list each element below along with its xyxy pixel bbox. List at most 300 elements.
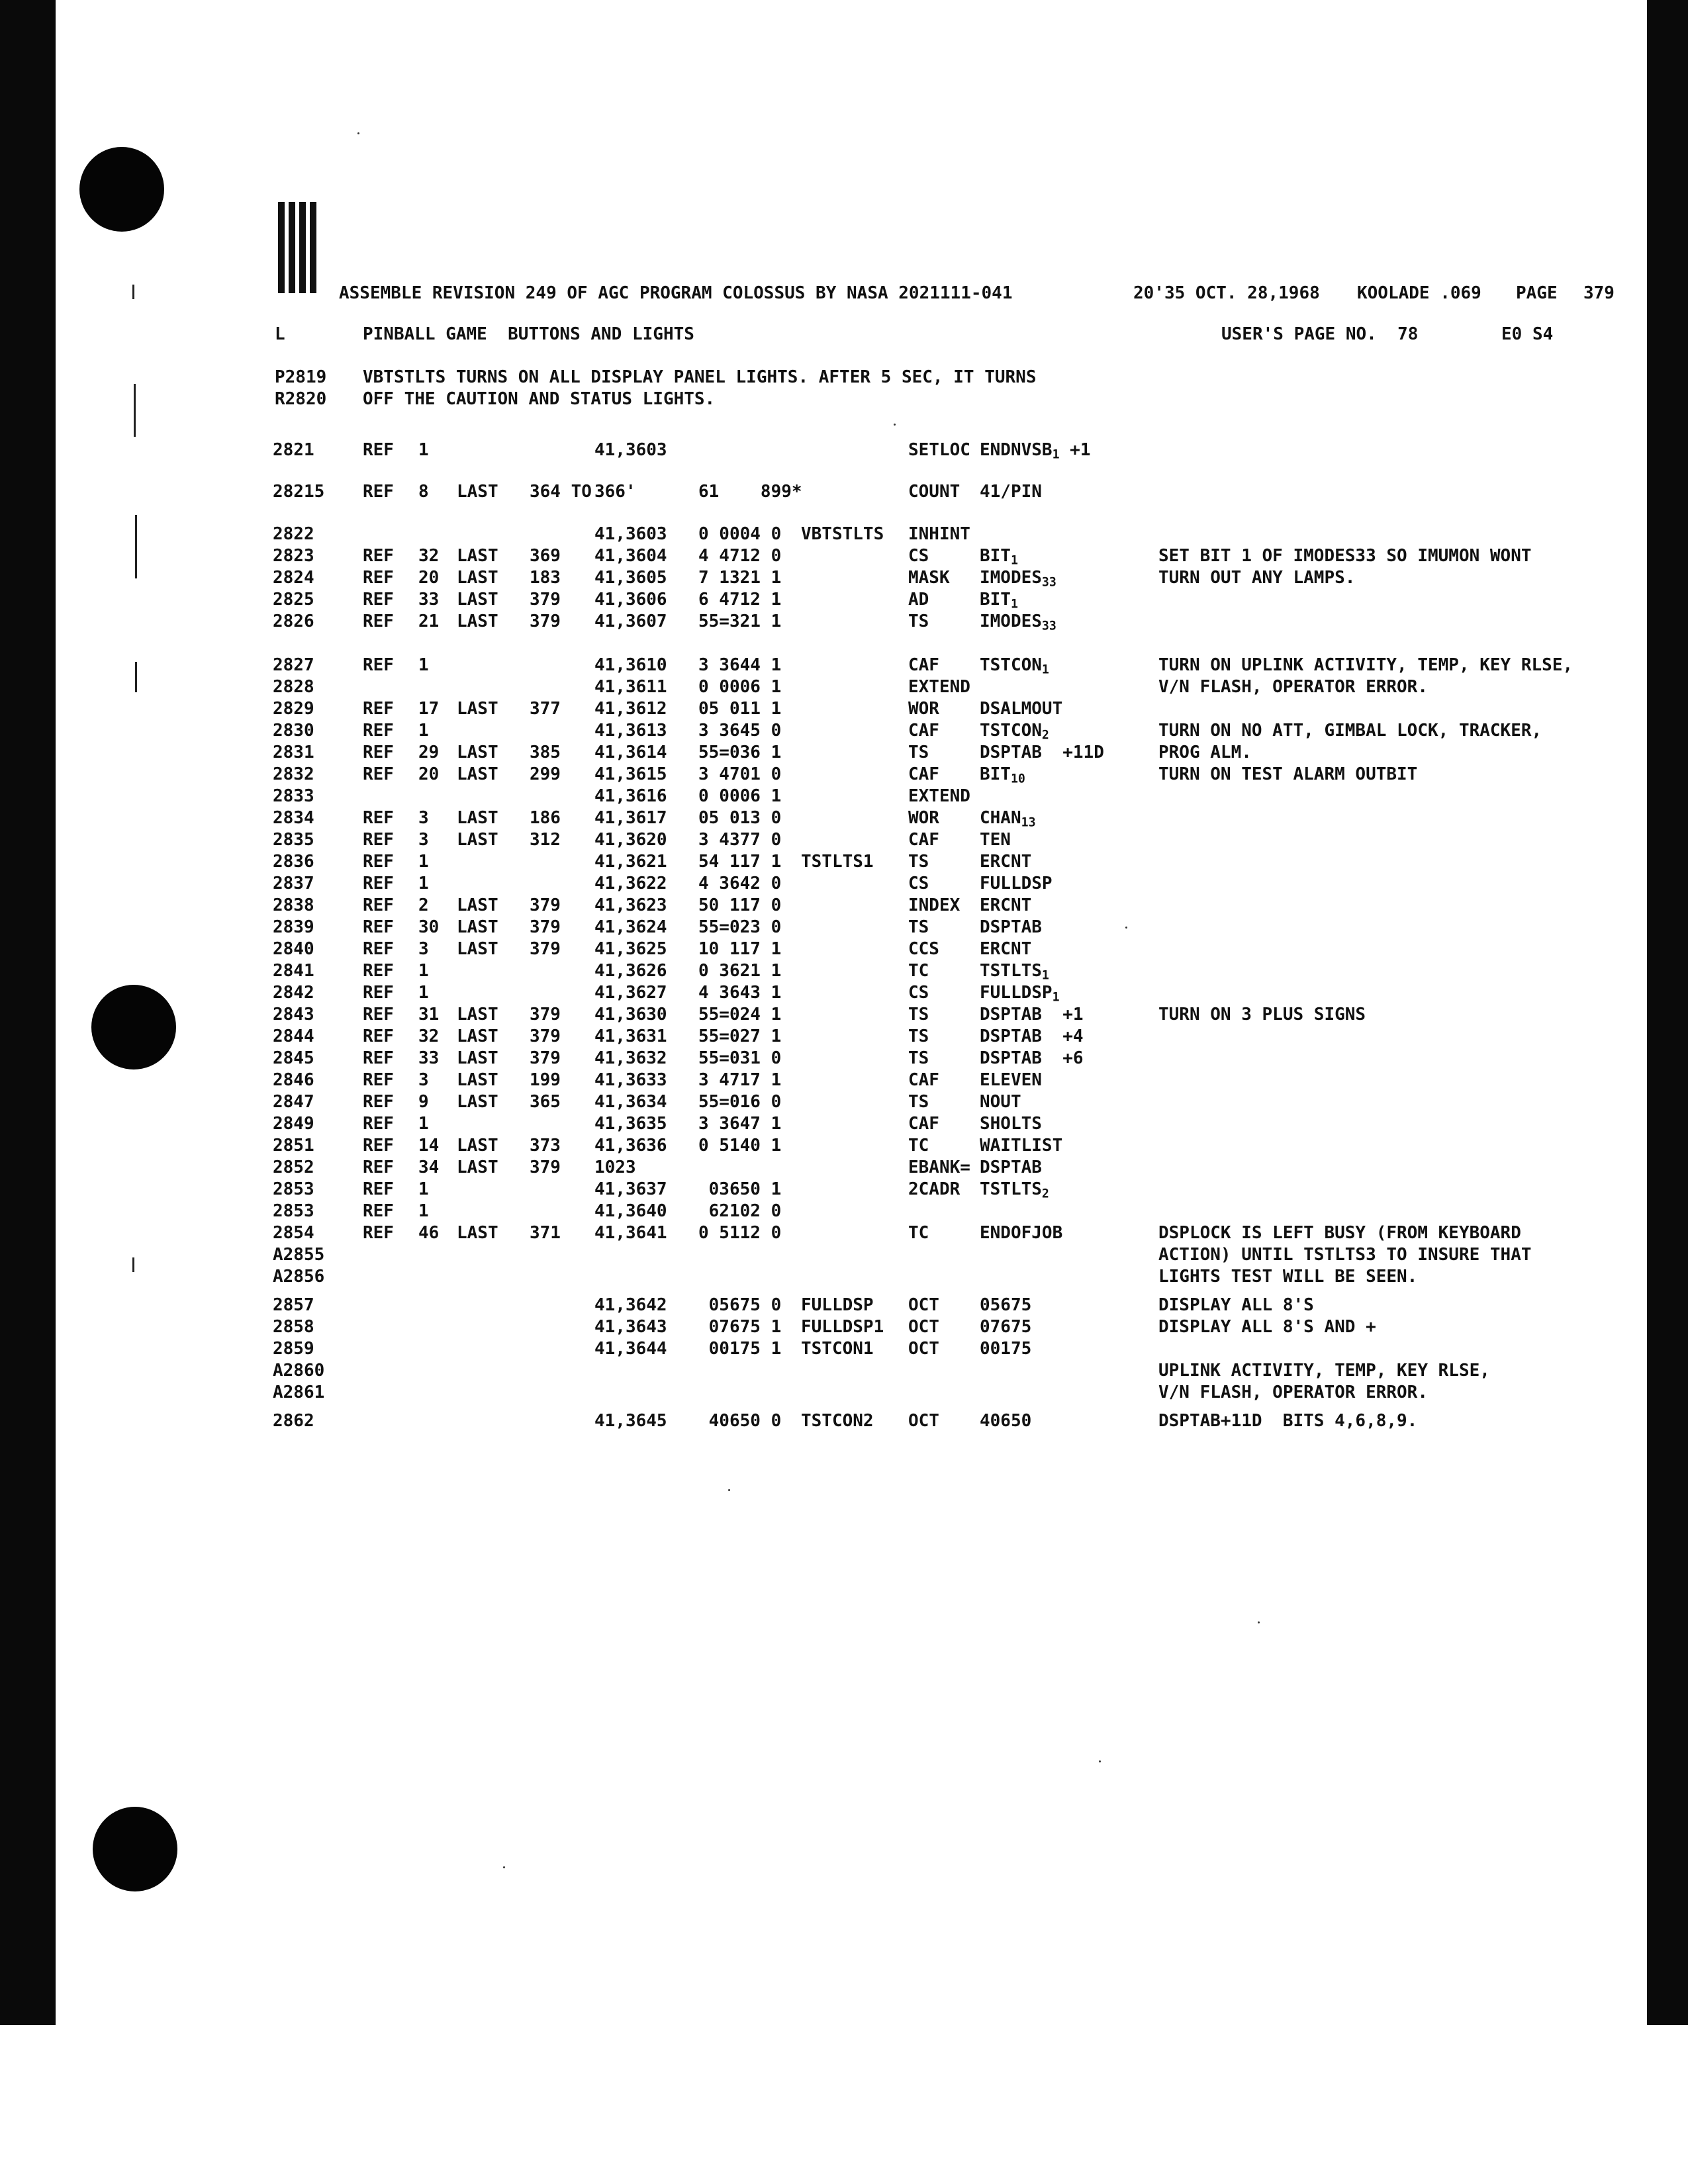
- comment: TURN OUT ANY LAMPS.: [1158, 568, 1356, 588]
- operand-name: 40650: [980, 1411, 1032, 1431]
- machine-code: 3 3644 1: [698, 655, 782, 675]
- comment: LIGHTS TEST WILL BE SEEN.: [1158, 1267, 1418, 1287]
- opcode: TS: [908, 852, 929, 872]
- line-number: 2862: [273, 1411, 314, 1431]
- operand-subscript: 1: [1010, 553, 1018, 568]
- ref-marker: REF: [363, 482, 394, 502]
- printer-logo-mark: [278, 202, 319, 293]
- last-marker: LAST: [457, 546, 498, 566]
- ref-count: 3: [418, 808, 429, 828]
- operand-offset: +1: [1041, 1005, 1084, 1024]
- symbol-label: TSTCON2: [801, 1411, 874, 1431]
- line-number: 2832: [273, 764, 314, 784]
- line-number: 2859: [273, 1339, 314, 1359]
- address: 41,3624: [594, 917, 667, 937]
- machine-code: 0 0004 0: [698, 524, 782, 544]
- opcode: CAF: [908, 1070, 939, 1090]
- line-number: 2823: [273, 546, 314, 566]
- address: 41,3615: [594, 764, 667, 784]
- ref-marker: REF: [363, 1005, 394, 1024]
- opcode: CAF: [908, 764, 939, 784]
- last-line-number: 385: [530, 743, 561, 762]
- margin-mark: [135, 662, 137, 692]
- opcode: TS: [908, 1048, 929, 1068]
- operand: [980, 1295, 1031, 1315]
- opcode: 2CADR: [908, 1179, 961, 1199]
- opcode: EBANK=: [908, 1158, 970, 1177]
- operand: [980, 874, 1053, 893]
- operand-name: TSTCON: [980, 721, 1042, 741]
- last-marker: LAST: [457, 743, 498, 762]
- machine-code: 40650 0: [698, 1411, 782, 1431]
- operand: [980, 1339, 1031, 1359]
- line-number: 2842: [273, 983, 314, 1003]
- last-line-number: 379: [530, 917, 561, 937]
- address: 41,3617: [594, 808, 667, 828]
- last-marker: LAST: [457, 1136, 498, 1156]
- address: 41,3636: [594, 1136, 667, 1156]
- address: 41,3616: [594, 786, 667, 806]
- operand-subscript: 1: [1052, 990, 1060, 1005]
- comment: PROG ALM.: [1158, 743, 1252, 762]
- line-number: A2856: [273, 1267, 325, 1287]
- e-s-marker: E0 S4: [1501, 324, 1554, 344]
- machine-code: 07675 1: [698, 1317, 782, 1337]
- last-line-number: 369: [530, 546, 561, 566]
- operand-name: TSTLTS: [980, 1179, 1042, 1199]
- last-marker: LAST: [457, 917, 498, 937]
- line-number: R2820: [275, 389, 327, 409]
- operand-offset: +6: [1041, 1048, 1084, 1068]
- last-marker: LAST: [457, 830, 498, 850]
- address: 41,3622: [594, 874, 667, 893]
- line-number: 2853: [273, 1179, 314, 1199]
- machine-code: 05 011 1: [698, 699, 782, 719]
- opcode: TS: [908, 1092, 929, 1112]
- line-number: 2821: [273, 440, 314, 460]
- last-marker: LAST: [457, 699, 498, 719]
- last-line-number: 379: [530, 939, 561, 959]
- operand: [980, 1070, 1042, 1090]
- machine-code: 0 3621 1: [698, 961, 782, 981]
- line-number: A2855: [273, 1245, 325, 1265]
- symbol-label: FULLDSP1: [801, 1317, 884, 1337]
- opcode: OCT: [908, 1339, 939, 1359]
- opcode: TC: [908, 1223, 929, 1243]
- operand: [980, 482, 1042, 502]
- last-line-number: 379: [530, 1005, 561, 1024]
- ref-count: 33: [418, 590, 440, 610]
- ref-count: 46: [418, 1223, 440, 1243]
- operand: [980, 1223, 1062, 1243]
- punch-hole-top: [79, 147, 164, 232]
- operand-subscript: 33: [1041, 575, 1056, 590]
- last-line-number: 379: [530, 1158, 561, 1177]
- operand-name: ELEVEN: [980, 1070, 1042, 1090]
- ref-marker: REF: [363, 1201, 394, 1221]
- line-number: 2827: [273, 655, 314, 675]
- opcode: CCS: [908, 939, 939, 959]
- address: 41,3621: [594, 852, 667, 872]
- operand-subscript: 1: [1041, 662, 1049, 677]
- last-line-number: 377: [530, 699, 561, 719]
- comment: DISPLAY ALL 8'S AND +: [1158, 1317, 1376, 1337]
- users-page-number: USER'S PAGE NO. 78: [1221, 324, 1419, 344]
- last-marker: LAST: [457, 1092, 498, 1112]
- opcode: CAF: [908, 721, 939, 741]
- operand-name: ENDOFJOB: [980, 1223, 1063, 1243]
- opcode: INHINT: [908, 524, 970, 544]
- operand-name: 07675: [980, 1317, 1032, 1337]
- machine-code: 0 5140 1: [698, 1136, 782, 1156]
- ref-marker: REF: [363, 764, 394, 784]
- margin-mark: [135, 515, 137, 578]
- opcode: CS: [908, 983, 929, 1003]
- line-number: 2844: [273, 1026, 314, 1046]
- ref-count: 3: [418, 830, 429, 850]
- operand-offset: +1: [1059, 440, 1091, 460]
- operand-name: 41/PIN: [980, 482, 1042, 502]
- opcode: TC: [908, 961, 929, 981]
- ref-marker: REF: [363, 1158, 394, 1177]
- symbol-label: VBTSTLTS: [801, 524, 884, 544]
- address: 41,3627: [594, 983, 667, 1003]
- operand-name: DSPTAB: [980, 1005, 1042, 1024]
- operand: [980, 612, 1056, 637]
- ref-marker: REF: [363, 655, 394, 675]
- operand: [980, 830, 1011, 850]
- last-line-number: 379: [530, 1048, 561, 1068]
- ref-marker: REF: [363, 808, 394, 828]
- opcode: OCT: [908, 1317, 939, 1337]
- operand-name: TSTCON: [980, 655, 1042, 675]
- comment: DISPLAY ALL 8'S: [1158, 1295, 1314, 1315]
- last-marker: LAST: [457, 612, 498, 631]
- opcode: EXTEND: [908, 786, 970, 806]
- line-number: 28215: [273, 482, 325, 502]
- operand: [980, 568, 1056, 593]
- last-marker: LAST: [457, 895, 498, 915]
- line-number: A2860: [273, 1361, 325, 1381]
- machine-code: 55=321 1: [698, 612, 782, 631]
- line-number: A2861: [273, 1383, 325, 1402]
- ref-marker: REF: [363, 1048, 394, 1068]
- operand: [980, 983, 1060, 1008]
- ref-marker: REF: [363, 1070, 394, 1090]
- comment: ACTION) UNTIL TSTLTS3 TO INSURE THAT: [1158, 1245, 1532, 1265]
- operand-name: SHOLTS: [980, 1114, 1042, 1134]
- opcode: WOR: [908, 808, 939, 828]
- operand: [980, 1048, 1084, 1068]
- ref-marker: REF: [363, 1136, 394, 1156]
- line-number: P2819: [275, 367, 327, 387]
- machine-code: 0 0006 1: [698, 677, 782, 697]
- ref-marker: REF: [363, 1223, 394, 1243]
- ref-count: 21: [418, 612, 440, 631]
- symbol-label: FULLDSP: [801, 1295, 874, 1315]
- operand-name: DSPTAB: [980, 917, 1042, 937]
- operand-name: DSPTAB: [980, 743, 1042, 762]
- last-marker: LAST: [457, 568, 498, 588]
- ref-marker: REF: [363, 721, 394, 741]
- line-number: 2849: [273, 1114, 314, 1134]
- machine-code: 61 899*: [698, 482, 802, 502]
- page-label: PAGE: [1516, 283, 1558, 303]
- ref-count: 8: [418, 482, 429, 502]
- machine-code: 4 3642 0: [698, 874, 782, 893]
- operand-subscript: 1: [1052, 447, 1060, 462]
- margin-mark: [132, 1257, 134, 1272]
- ref-marker: REF: [363, 874, 394, 893]
- opcode: CS: [908, 874, 929, 893]
- last-marker: LAST: [457, 1005, 498, 1024]
- operand-subscript: 2: [1041, 728, 1049, 743]
- operand: [980, 852, 1031, 872]
- machine-code: 05 013 0: [698, 808, 782, 828]
- machine-code: 55=023 0: [698, 917, 782, 937]
- operand-subscript: 1: [1041, 968, 1049, 983]
- scan-edge-right: [1647, 0, 1688, 2025]
- ref-marker: REF: [363, 590, 394, 610]
- address: 41,3644: [594, 1339, 667, 1359]
- ref-count: 1: [418, 874, 429, 893]
- machine-code: 54 117 1: [698, 852, 782, 872]
- address: 41,3625: [594, 939, 667, 959]
- ref-count: 34: [418, 1158, 440, 1177]
- machine-code: 55=036 1: [698, 743, 782, 762]
- operand-name: TEN: [980, 830, 1011, 850]
- machine-code: 7 1321 1: [698, 568, 782, 588]
- operand: [980, 655, 1049, 680]
- last-line-number: 312: [530, 830, 561, 850]
- line-number: 2851: [273, 1136, 314, 1156]
- machine-code: 3 4717 1: [698, 1070, 782, 1090]
- line-number: 2830: [273, 721, 314, 741]
- operand-subscript: 2: [1041, 1187, 1049, 1201]
- margin-mark: [132, 285, 134, 299]
- operand: [980, 895, 1031, 915]
- operand-name: BIT: [980, 546, 1011, 566]
- operand-name: ERCNT: [980, 939, 1032, 959]
- opcode: CAF: [908, 1114, 939, 1134]
- address: 41,3643: [594, 1317, 667, 1337]
- line-number: 2846: [273, 1070, 314, 1090]
- address: 41,3640: [594, 1201, 667, 1221]
- ref-count: 9: [418, 1092, 429, 1112]
- operand-name: FULLDSP: [980, 874, 1053, 893]
- ref-count: 1: [418, 983, 429, 1003]
- operand-name: IMODES: [980, 612, 1042, 631]
- ref-count: 32: [418, 1026, 440, 1046]
- comment: V/N FLASH, OPERATOR ERROR.: [1158, 1383, 1428, 1402]
- opcode: COUNT: [908, 482, 961, 502]
- ref-count: 1: [418, 440, 429, 460]
- ref-marker: REF: [363, 743, 394, 762]
- operand: [980, 1005, 1084, 1024]
- operand: [980, 961, 1049, 986]
- last-marker: LAST: [457, 764, 498, 784]
- operand: [980, 1136, 1062, 1156]
- comment: TURN ON UPLINK ACTIVITY, TEMP, KEY RLSE,: [1158, 655, 1573, 675]
- ref-count: 32: [418, 546, 440, 566]
- address: 41,3620: [594, 830, 667, 850]
- ref-marker: REF: [363, 961, 394, 981]
- assembly-datetime: 20'35 OCT. 28,1968: [1133, 283, 1320, 303]
- operand: [980, 1179, 1049, 1205]
- last-line-number: 379: [530, 1026, 561, 1046]
- operand: [980, 917, 1042, 937]
- operand-offset: +4: [1041, 1026, 1084, 1046]
- line-number: 2845: [273, 1048, 314, 1068]
- address: 41,3610: [594, 655, 667, 675]
- last-marker: LAST: [457, 1048, 498, 1068]
- last-line-number: 199: [530, 1070, 561, 1090]
- last-marker: LAST: [457, 939, 498, 959]
- ref-marker: REF: [363, 939, 394, 959]
- intro-text: VBTSTLTS TURNS ON ALL DISPLAY PANEL LIGHTS. AFTER 5 SEC, IT TURNS: [363, 367, 1037, 387]
- ref-count: 3: [418, 1070, 429, 1090]
- address: 41,3635: [594, 1114, 667, 1134]
- opcode: CS: [908, 546, 929, 566]
- punch-hole-middle: [91, 985, 176, 1069]
- operand: [980, 939, 1031, 959]
- address: 41,3642: [594, 1295, 667, 1315]
- ref-count: 2: [418, 895, 429, 915]
- symbol-label: TSTLTS1: [801, 852, 874, 872]
- machine-code: 62102 0: [698, 1201, 782, 1221]
- address: 41,3606: [594, 590, 667, 610]
- operand-subscript: 13: [1021, 815, 1036, 830]
- opcode: SETLOC: [908, 440, 970, 460]
- address: 41,3632: [594, 1048, 667, 1068]
- ref-count: 14: [418, 1136, 440, 1156]
- line-number: 2838: [273, 895, 314, 915]
- operand: [980, 1317, 1031, 1337]
- ref-count: 1: [418, 655, 429, 675]
- operand-subscript: 1: [1010, 597, 1018, 612]
- address: 41,3637: [594, 1179, 667, 1199]
- machine-code: 4 4712 0: [698, 546, 782, 566]
- operand: [980, 440, 1091, 465]
- ref-marker: REF: [363, 568, 394, 588]
- operand-name: NOUT: [980, 1092, 1021, 1112]
- line-number: 2822: [273, 524, 314, 544]
- last-line-number: 379: [530, 612, 561, 631]
- ref-count: 1: [418, 721, 429, 741]
- machine-code: 3 4701 0: [698, 764, 782, 784]
- last-marker: LAST: [457, 590, 498, 610]
- comment: TURN ON NO ATT, GIMBAL LOCK, TRACKER,: [1158, 721, 1542, 741]
- ref-marker: REF: [363, 699, 394, 719]
- operand: [980, 1158, 1042, 1177]
- ref-marker: REF: [363, 1026, 394, 1046]
- operand: [980, 1026, 1084, 1046]
- address: 41,3631: [594, 1026, 667, 1046]
- opcode: TS: [908, 1005, 929, 1024]
- operand: [980, 590, 1018, 615]
- last-line-number: 373: [530, 1136, 561, 1156]
- last-marker: LAST: [457, 1026, 498, 1046]
- comment: SET BIT 1 OF IMODES33 SO IMUMON WONT: [1158, 546, 1532, 566]
- machine-code: 4 3643 1: [698, 983, 782, 1003]
- last-line-number: 183: [530, 568, 561, 588]
- machine-code: 03650 1: [698, 1179, 782, 1199]
- opcode: CAF: [908, 830, 939, 850]
- address: 41,3607: [594, 612, 667, 631]
- margin-mark: [134, 384, 136, 437]
- operand: [980, 699, 1062, 719]
- line-number: 2835: [273, 830, 314, 850]
- opcode: TS: [908, 612, 929, 631]
- comment: UPLINK ACTIVITY, TEMP, KEY RLSE,: [1158, 1361, 1490, 1381]
- ref-count: 1: [418, 1201, 429, 1221]
- line-number: 2825: [273, 590, 314, 610]
- ref-count: 3: [418, 939, 429, 959]
- last-line-number: 379: [530, 895, 561, 915]
- line-number: 2839: [273, 917, 314, 937]
- line-number: 2847: [273, 1092, 314, 1112]
- address: 41,3641: [594, 1223, 667, 1243]
- machine-code: 0 5112 0: [698, 1223, 782, 1243]
- machine-code: 55=024 1: [698, 1005, 782, 1024]
- last-line-number: 364 TO: [530, 482, 592, 502]
- machine-code: 55=016 0: [698, 1092, 782, 1112]
- operand-name: ERCNT: [980, 852, 1032, 872]
- machine-code: 55=031 0: [698, 1048, 782, 1068]
- address: 41,3626: [594, 961, 667, 981]
- machine-code: 00175 1: [698, 1339, 782, 1359]
- opcode: OCT: [908, 1411, 939, 1431]
- opcode: AD: [908, 590, 929, 610]
- operand-name: 05675: [980, 1295, 1032, 1315]
- symbol-label: TSTCON1: [801, 1339, 874, 1359]
- last-marker: LAST: [457, 1070, 498, 1090]
- koolade-version: KOOLADE .069: [1357, 283, 1481, 303]
- line-number: 2841: [273, 961, 314, 981]
- operand-name: DSPTAB: [980, 1048, 1042, 1068]
- operand: [980, 1411, 1031, 1431]
- last-marker: LAST: [457, 1223, 498, 1243]
- comment: V/N FLASH, OPERATOR ERROR.: [1158, 677, 1428, 697]
- line-number: 2833: [273, 786, 314, 806]
- line-number: 2853: [273, 1201, 314, 1221]
- opcode: WOR: [908, 699, 939, 719]
- line-number: 2828: [273, 677, 314, 697]
- listing-title: ASSEMBLE REVISION 249 OF AGC PROGRAM COLOSSUS BY NASA 2021111-041: [339, 283, 1013, 303]
- ref-count: 1: [418, 1179, 429, 1199]
- last-line-number: 371: [530, 1223, 561, 1243]
- address: 41,3611: [594, 677, 667, 697]
- machine-code: 05675 0: [698, 1295, 782, 1315]
- opcode: TS: [908, 1026, 929, 1046]
- address: 41,3604: [594, 546, 667, 566]
- operand: [980, 1092, 1021, 1112]
- machine-code: 55=027 1: [698, 1026, 782, 1046]
- operand-name: ERCNT: [980, 895, 1032, 915]
- operand-name: CHAN: [980, 808, 1021, 828]
- line-number: 2834: [273, 808, 314, 828]
- line-number: 2824: [273, 568, 314, 588]
- section-title: PINBALL GAME BUTTONS AND LIGHTS: [363, 324, 694, 344]
- ref-count: 1: [418, 1114, 429, 1134]
- opcode: OCT: [908, 1295, 939, 1315]
- machine-code: 6 4712 1: [698, 590, 782, 610]
- line-number: 2858: [273, 1317, 314, 1337]
- address: 41,3605: [594, 568, 667, 588]
- machine-code: 3 4377 0: [698, 830, 782, 850]
- page-number: 379: [1583, 283, 1615, 303]
- line-number: 2852: [273, 1158, 314, 1177]
